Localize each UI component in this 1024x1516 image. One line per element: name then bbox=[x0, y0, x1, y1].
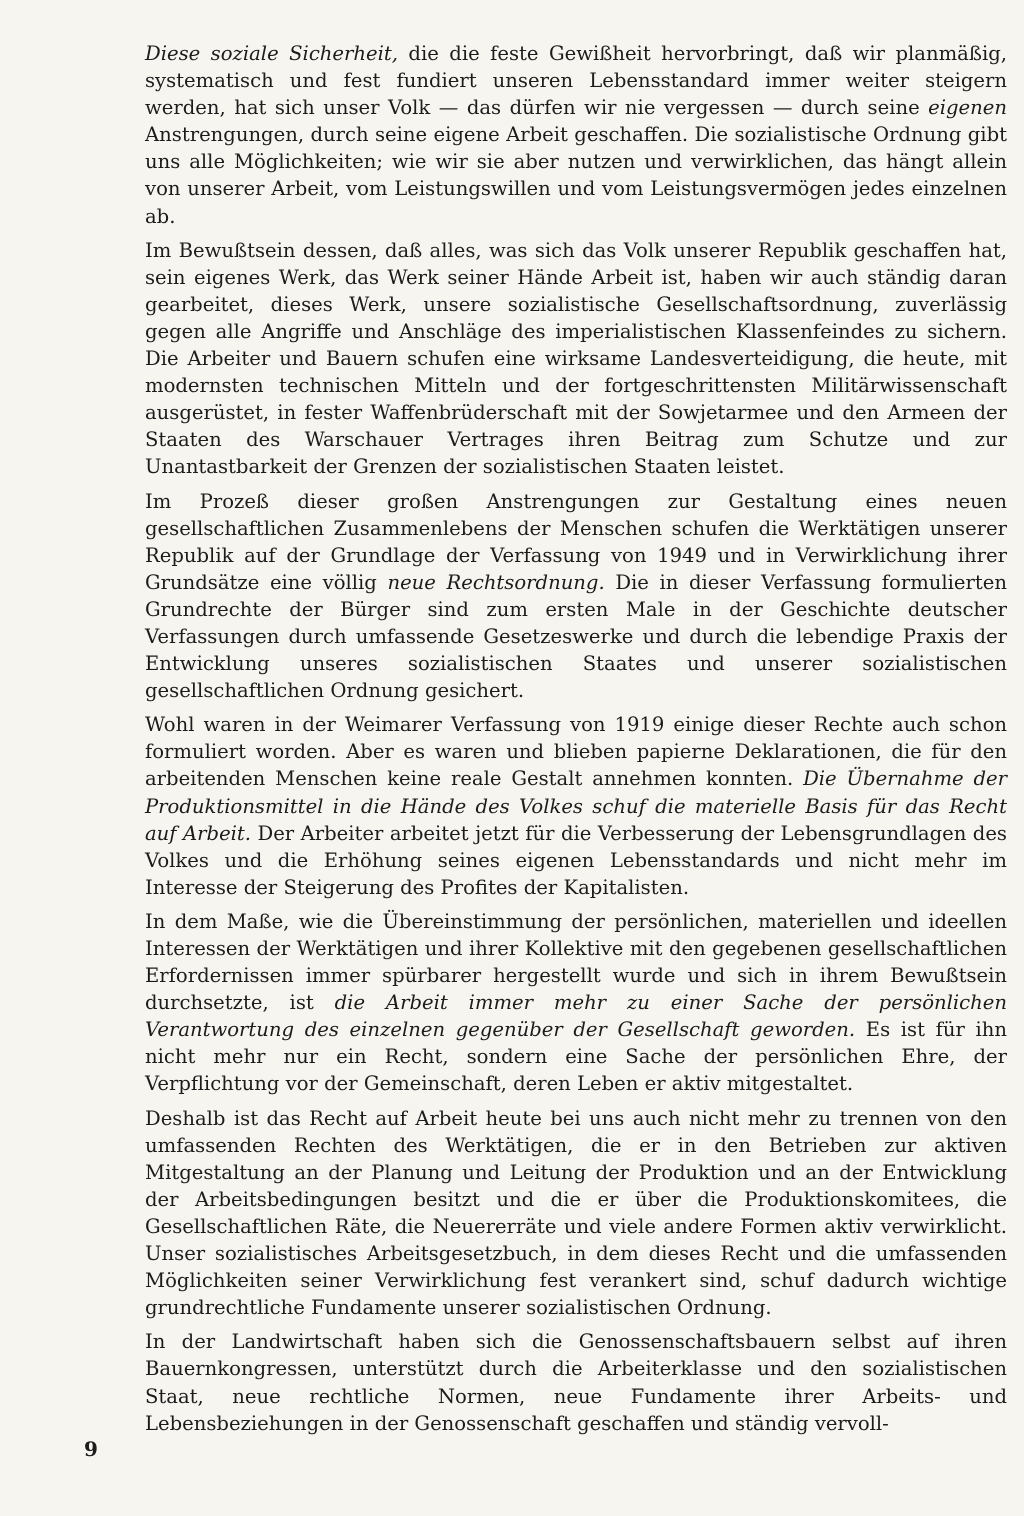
emphasized-text: die Arbeit immer mehr zu einer Sache der persönlichen Verantwortung des einzelnen gegenüber der Gesellschaft geworden. bbox=[145, 991, 1007, 1042]
emphasized-text: Die Übernahme der Produktionsmittel in die Hände des Volkes schuf die materielle Basis für das Recht auf Arbeit. bbox=[145, 767, 1007, 845]
paragraph bbox=[145, 711, 1007, 901]
paragraph bbox=[145, 40, 1007, 230]
text-run: In der Landwirtschaft haben sich die Genossenschaftsbauern selbst auf ihren Bauernkongressen, unterstützt durch die Arbeiterklasse und den sozialistischen Staat, neue rechtliche Normen, neue Fundamente ihrer Arbeits- und Lebensbeziehungen in der Genossenschaft geschaffen und ständig vervoll- bbox=[145, 1330, 1007, 1435]
text-run: Im Prozeß dieser großen Anstrengungen zur Gestaltung eines neuen gesellschaftlichen Zusammenlebens der Menschen schufen die Werktätigen unserer Republik auf der Grundlage der Verfassung von 1949 und in Verwirklichung ihrer Grundsätze eine völlig bbox=[145, 489, 1007, 594]
page-number: 9 bbox=[84, 1437, 98, 1461]
paragraph bbox=[145, 1328, 1007, 1436]
paragraph bbox=[145, 908, 1007, 1098]
text-run: die die feste Gewißheit hervorbringt, daß wir planmäßig, systematisch und fest fundiert unseren Lebensstandard immer weiter steigern werden, hat sich unser Volk — das dürfen wir nie vergessen — durch seine bbox=[145, 42, 1007, 120]
text-run: Im Bewußtsein dessen, daß alles, was sich das Volk unserer Republik geschaffen hat, sein eigenes Werk, das Werk seiner Hände Arbeit ist, haben wir auch ständig daran gearbeitet, dieses Werk, unsere sozialistische Gesellschaftsordnung, zuverlässig gegen alle Angriffe und Anschläge des imperialistischen Klassenfeindes zu sichern. Die Arbeiter und Bauern schufen eine wirksame Landesverteidigung, die heute, mit modernsten technischen Mitteln und der fortgeschrittensten Militärwissenschaft ausgerüstet, in fester Waffenbrüderschaft mit der Sowjetarmee und den Armeen der Staaten des Warschauer Vertrages ihren Beitrag zum Schutze und zur Unantastbarkeit der Grenzen der sozialistischen Staaten leistet. bbox=[145, 238, 1007, 479]
text-run: Anstrengungen, durch seine eigene Arbeit geschaffen. Die sozialistische Ordnung gibt uns alle Möglichkeiten; wie wir sie aber nutzen und verwirklichen, das hängt allein von unserer Arbeit, vom Leistungswillen und vom Leistungsvermögen jedes einzelnen ab. bbox=[145, 123, 1007, 228]
paragraph bbox=[145, 1105, 1007, 1322]
paragraph bbox=[145, 488, 1007, 705]
text-run: Wohl waren in der Weimarer Verfassung von 1919 einige dieser Rechte auch schon formuliert worden. Aber es waren und blieben papierne Deklarationen, die für den arbeitenden Menschen keine reale Gestalt annehmen konnten. bbox=[145, 713, 1007, 791]
emphasized-text: neue Rechtsordnung. bbox=[387, 570, 605, 594]
emphasized-text: eigenen bbox=[928, 96, 1007, 120]
paragraph bbox=[145, 237, 1007, 481]
text-run: Deshalb ist das Recht auf Arbeit heute bei uns auch nicht mehr zu trennen von den umfassenden Rechten des Werktätigen, die er in den Betrieben zur aktiven Mitgestaltung an der Planung und Leitung der Produktion und an der Entwicklung der Arbeitsbedingungen besitzt und die er über die Produktionskomitees, die Gesellschaftlichen Räte, die Neuererräte und viele andere Formen aktiv verwirklicht. Unser sozialistisches Arbeitsgesetzbuch, in dem dieses Recht und die umfassenden Möglichkeiten seiner Verwirklichung fest verankert sind, schuf dadurch wichtige grundrechtliche Fundamente unserer sozialistischen Ordnung. bbox=[145, 1106, 1007, 1320]
emphasized-text: Diese soziale Sicherheit, bbox=[145, 42, 398, 65]
text-run: Die in dieser Verfassung formulierten Grundrechte der Bürger sind zum ersten Male in der Geschichte deutscher Verfassungen durch umfassende Gesetzeswerke und durch die lebendige Praxis der Entwicklung unseres sozialistischen Staates und unserer sozialistischen gesellschaftlichen Ordnung gesichert. bbox=[145, 570, 1007, 703]
text-run: Es ist für ihn nicht mehr nur ein Recht, sondern eine Sache der persönlichen Ehre, der Verpflichtung vor der Gemeinschaft, deren Leben er aktiv mitgestaltet. bbox=[145, 1018, 1008, 1096]
text-run: Der Arbeiter arbeitet jetzt für die Verbesserung der Lebensgrundlagen des Volkes und die Erhöhung seines eigenen Lebensstandards und nicht mehr im Interesse der Steigerung des Profites der Kapitalisten. bbox=[145, 821, 1007, 899]
text-run: In dem Maße, wie die Übereinstimmung der persönlichen, materiellen und ideellen Interessen der Werktätigen und ihrer Kollektive mit den gegebenen gesellschaftlichen Erfordernissen immer spürbarer hergestellt wurde und sich in ihrem Bewußtsein durchsetzte, ist bbox=[145, 909, 1007, 1015]
body-text bbox=[145, 40, 1007, 1437]
